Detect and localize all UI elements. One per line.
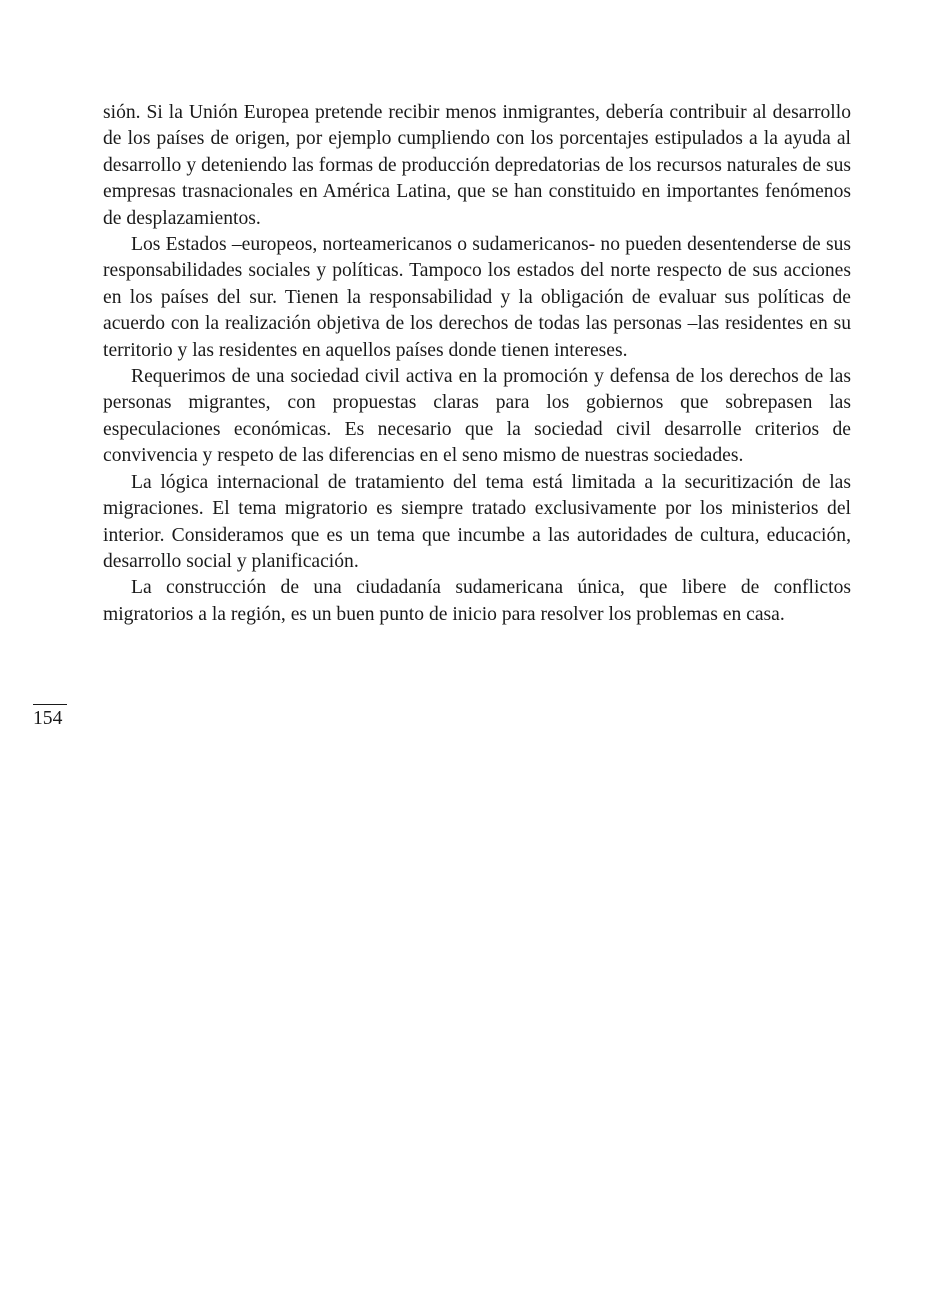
paragraph-1: sión. Si la Unión Europea pretende recibir menos inmigrantes, debería contribuir al desarrollo de los países de origen, por ejemplo cumpliendo con los porcentajes estipulados a la ayuda al desarrollo y deteniendo las formas de producción depredatorias de los recursos naturales de sus empresas trasnacionales en América Latina, que se han constituido en importantes fenómenos de desplazamientos. bbox=[103, 102, 851, 229]
page-number-rule bbox=[33, 704, 67, 705]
paragraph-5: La construcción de una ciudadanía sudamericana única, que libere de conflictos migratorios a la región, es un buen punto de inicio para resolver los problemas en casa. bbox=[103, 577, 851, 625]
body-text bbox=[103, 100, 851, 628]
page-number: 154 bbox=[33, 708, 63, 729]
paragraph-4: La lógica internacional de tratamiento del tema está limitada a la securitización de las migraciones. El tema migratorio es siempre tratado exclusivamente por los ministerios del interior. Consideramos que es un tema que incumbe a las autoridades de cultura, educación, desarrollo social y planificación. bbox=[103, 471, 851, 572]
paragraph-3: Requerimos de una sociedad civil activa en la promoción y defensa de los derechos de las personas migrantes, con propuestas claras para los gobiernos que sobrepasen las especulaciones económicas. Es necesario que la sociedad civil desarrolle criterios de convivencia y respeto de las diferencias en el seno mismo de nuestras sociedades. bbox=[103, 366, 851, 467]
paragraph-2: Los Estados –europeos, norteamericanos o sudamericanos- no pueden desentenderse de sus responsabilidades sociales y políticas. Tampoco los estados del norte respecto de sus acciones en los países del sur. Tienen la responsabilidad y la obligación de evaluar sus políticas de acuerdo con la realización objetiva de los derechos de todas las personas –las residentes en su territorio y las residentes en aquellos países donde tienen intereses. bbox=[103, 234, 851, 361]
